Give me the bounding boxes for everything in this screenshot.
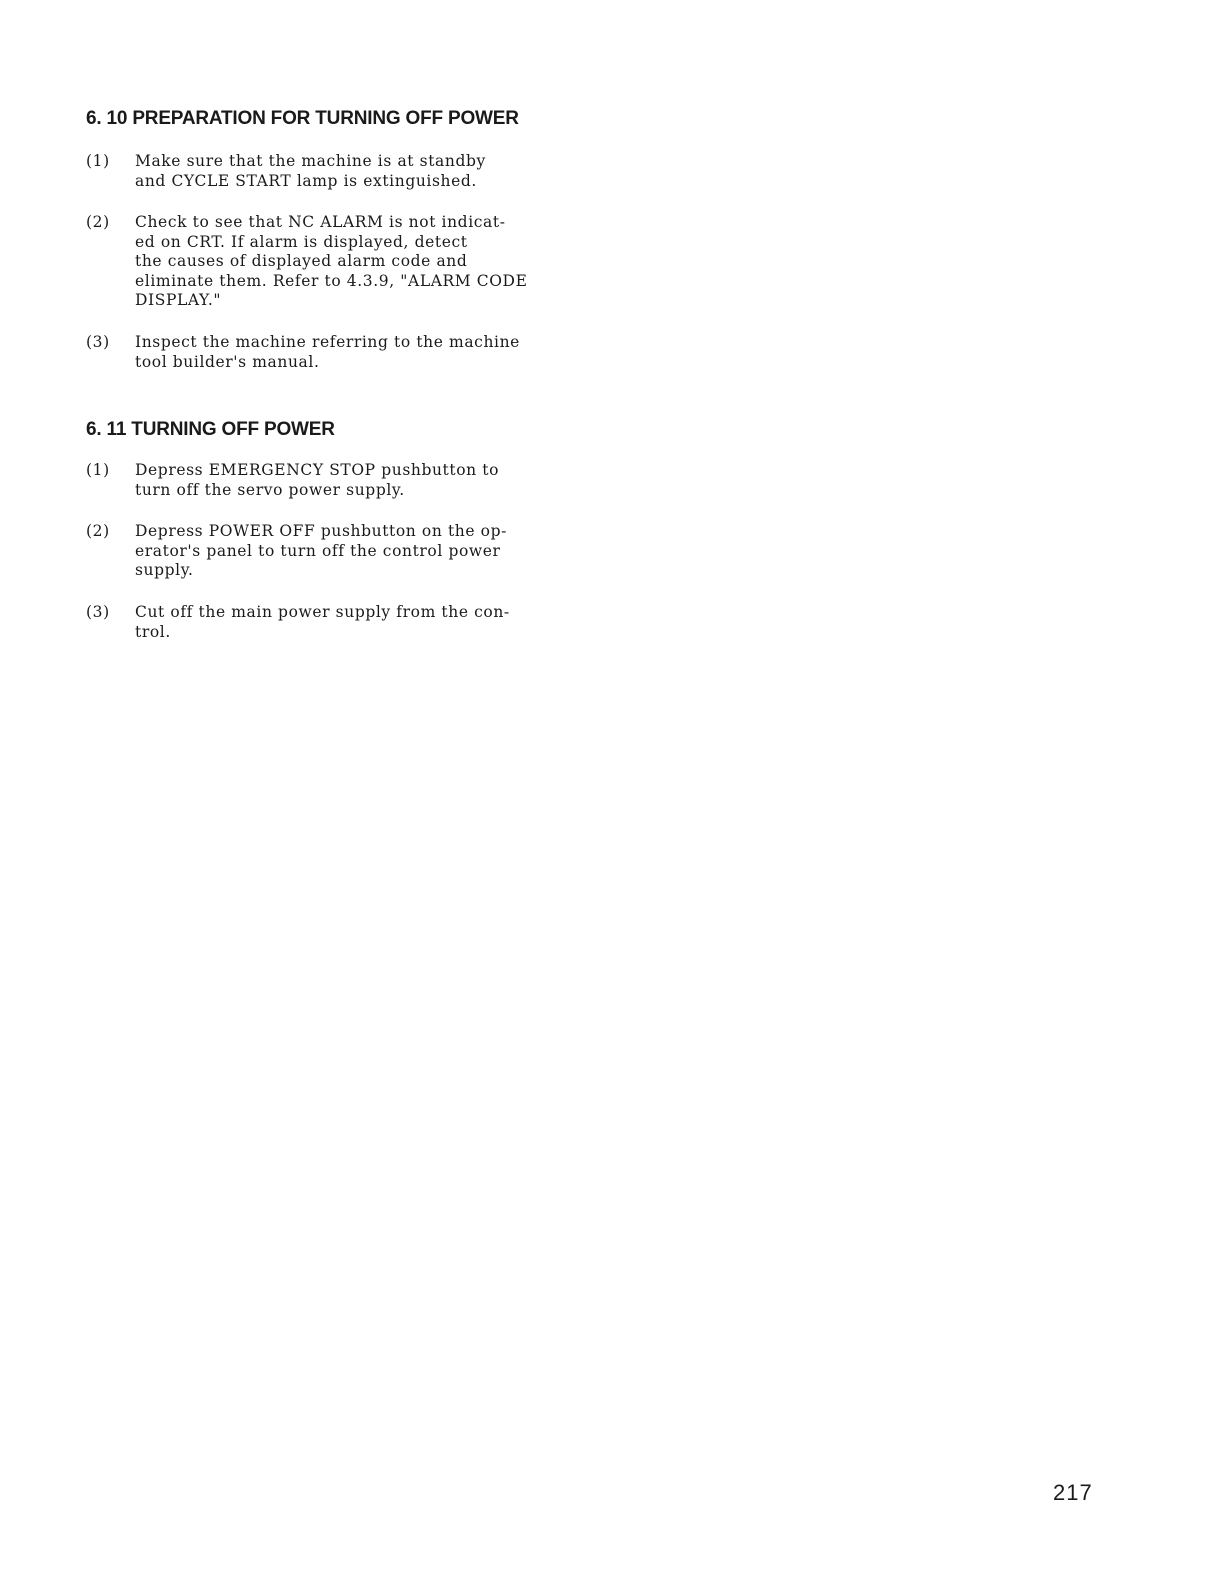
item-text [135, 522, 507, 581]
list-item [86, 522, 507, 581]
page-number: 217 [1053, 1480, 1093, 1505]
item-text-line: ed on CRT. If alarm is displayed, detect [135, 232, 468, 251]
item-text [135, 152, 486, 191]
list-item [86, 461, 499, 500]
item-text [135, 333, 520, 372]
item-text-line: supply. [135, 561, 194, 579]
item-number: (1) [86, 152, 110, 170]
item-text [135, 603, 510, 642]
item-text-line: DISPLAY." [135, 291, 222, 309]
item-text-line: Check to see that NC ALARM is not indicat- [135, 213, 506, 231]
item-text-line: the causes of displayed alarm code and [135, 252, 468, 270]
item-text-line: trol. [135, 622, 171, 641]
item-text-line: Depress POWER OFF pushbutton on the op- [135, 522, 507, 540]
item-number: (2) [86, 522, 110, 540]
list-item [86, 213, 528, 311]
item-text-line: erator's panel to turn off the control power [135, 541, 501, 560]
section-6-10 [86, 108, 586, 371]
item-text [135, 461, 499, 500]
item-text-line: and CYCLE START lamp is extinguished. [135, 171, 477, 190]
list-item [86, 152, 486, 191]
item-text-line: Make sure that the machine is at standby [135, 152, 486, 170]
section-6-11 [86, 419, 586, 641]
item-text [135, 213, 528, 311]
item-number: (1) [86, 461, 110, 479]
item-text-line: Inspect the machine referring to the machine [135, 333, 520, 351]
item-text-line: Depress EMERGENCY STOP pushbutton to [135, 461, 500, 479]
item-number: (3) [86, 603, 110, 621]
item-text-line: turn off the servo power supply. [135, 480, 405, 499]
item-number: (2) [86, 213, 110, 231]
item-text-line: eliminate them. Refer to 4.3.9, "ALARM CODE [135, 271, 528, 290]
item-text-line: Cut off the main power supply from the con- [135, 603, 510, 621]
list-item [86, 333, 520, 372]
item-text-line: tool builder's manual. [135, 352, 320, 371]
item-number: (3) [86, 333, 110, 351]
section-heading: 6. 11 TURNING OFF POWER [86, 419, 335, 440]
list-item [86, 603, 510, 642]
section-heading: 6. 10 PREPARATION FOR TURNING OFF POWER [86, 108, 519, 129]
